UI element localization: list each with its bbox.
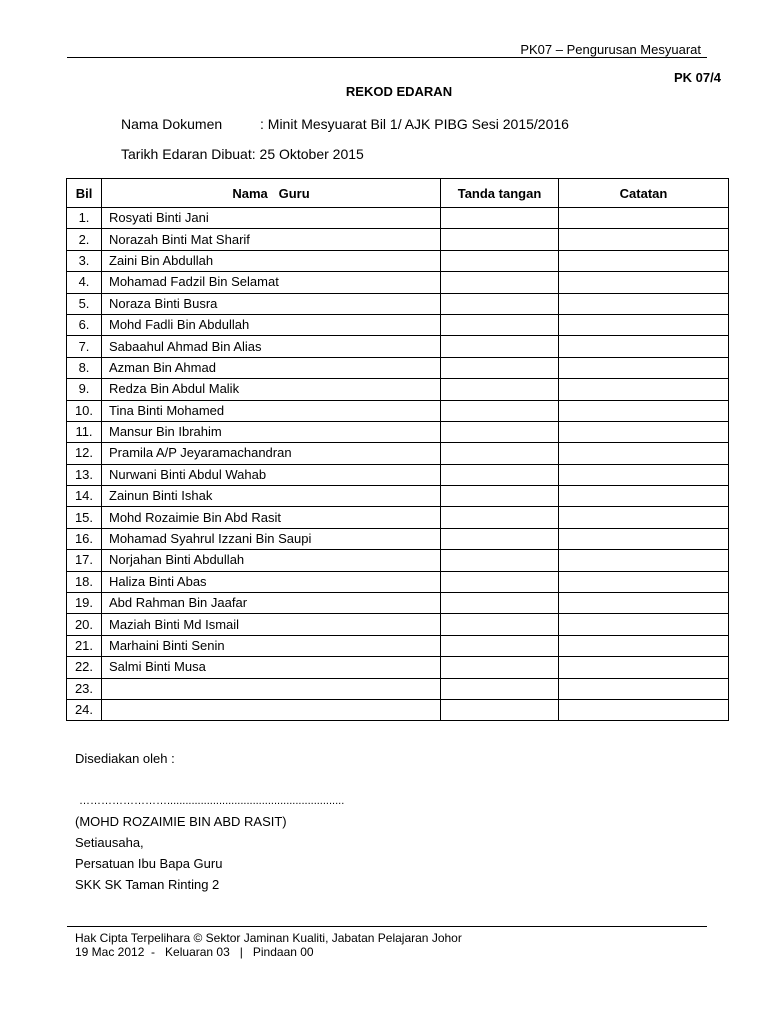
table-row (67, 250, 729, 271)
table-row (67, 272, 729, 293)
signature-cell (441, 357, 559, 378)
row-number: 4. (67, 272, 102, 293)
row-number: 23. (67, 678, 102, 699)
row-number: 7. (67, 336, 102, 357)
remarks-cell (559, 550, 729, 571)
remarks-cell (559, 486, 729, 507)
table-row (67, 635, 729, 656)
teacher-name: Abd Rahman Bin Jaafar (102, 593, 441, 614)
teacher-name (102, 699, 441, 720)
row-number: 14. (67, 486, 102, 507)
document-name-row (121, 116, 569, 132)
teacher-name: Rosyati Binti Jani (102, 208, 441, 229)
row-number: 19. (67, 593, 102, 614)
remarks-cell (559, 250, 729, 271)
row-number: 20. (67, 614, 102, 635)
row-number: 18. (67, 571, 102, 592)
row-number: 5. (67, 293, 102, 314)
form-reference: PK07 – Pengurusan Mesyuarat (520, 42, 701, 57)
teacher-name: Zainun Binti Ishak (102, 486, 441, 507)
signature-cell (441, 635, 559, 656)
table-row (67, 657, 729, 678)
row-number: 12. (67, 443, 102, 464)
teacher-name: Zaini Bin Abdullah (102, 250, 441, 271)
table-row (67, 571, 729, 592)
teacher-name: Marhaini Binti Senin (102, 635, 441, 656)
remarks-cell (559, 357, 729, 378)
remarks-cell (559, 528, 729, 549)
table-row (67, 678, 729, 699)
remarks-cell (559, 421, 729, 442)
row-number: 22. (67, 657, 102, 678)
signature-cell (441, 208, 559, 229)
table-row (67, 507, 729, 528)
column-header-catatan: Catatan (559, 179, 729, 208)
signature-line: …………………….......................................................... (79, 795, 345, 807)
preparer-name: (MOHD ROZAIMIE BIN ABD RASIT) (75, 814, 287, 829)
table-row (67, 293, 729, 314)
table-row (67, 593, 729, 614)
table-row (67, 379, 729, 400)
signature-cell (441, 272, 559, 293)
footer-version-info: 19 Mac 2012 - Keluaran 03 | Pindaan 00 (75, 945, 314, 959)
page-title: REKOD EDARAN (345, 84, 453, 99)
signature-cell (441, 699, 559, 720)
remarks-cell (559, 379, 729, 400)
table-row (67, 400, 729, 421)
document-name-label: Nama Dokumen (121, 116, 223, 132)
row-number: 8. (67, 357, 102, 378)
row-number: 6. (67, 314, 102, 335)
teacher-name: Nurwani Binti Abdul Wahab (102, 464, 441, 485)
remarks-cell (559, 507, 729, 528)
remarks-cell (559, 336, 729, 357)
signature-cell (441, 336, 559, 357)
signature-cell (441, 614, 559, 635)
preparer-organisation: Persatuan Ibu Bapa Guru (75, 856, 223, 871)
table-row (67, 357, 729, 378)
footer-divider (67, 926, 707, 927)
remarks-cell (559, 464, 729, 485)
teacher-name: Tina Binti Mohamed (102, 400, 441, 421)
teacher-name: Norjahan Binti Abdullah (102, 550, 441, 571)
table-row (67, 464, 729, 485)
column-header-tanda-tangan: Tanda tangan (441, 179, 559, 208)
teacher-name: Azman Bin Ahmad (102, 357, 441, 378)
table-header-row (67, 179, 729, 208)
teacher-name: Mohd Rozaimie Bin Abd Rasit (102, 507, 441, 528)
remarks-cell (559, 443, 729, 464)
signature-cell (441, 528, 559, 549)
teacher-name: Haliza Binti Abas (102, 571, 441, 592)
remarks-cell (559, 678, 729, 699)
row-number: 3. (67, 250, 102, 271)
signature-cell (441, 678, 559, 699)
header-divider (67, 57, 707, 58)
remarks-cell (559, 272, 729, 293)
table-row (67, 421, 729, 442)
remarks-cell (559, 229, 729, 250)
signature-cell (441, 464, 559, 485)
signature-cell (441, 314, 559, 335)
teacher-name: Noraza Binti Busra (102, 293, 441, 314)
remarks-cell (559, 699, 729, 720)
signature-cell (441, 250, 559, 271)
distribution-table (66, 178, 729, 721)
distribution-date-label: Tarikh Edaran Dibuat (121, 146, 252, 162)
teacher-name: Pramila A/P Jeyaramachandran (102, 443, 441, 464)
table-row (67, 314, 729, 335)
table-row (67, 229, 729, 250)
table-row (67, 486, 729, 507)
row-number: 11. (67, 421, 102, 442)
remarks-cell (559, 593, 729, 614)
column-header-bil: Bil (67, 179, 102, 208)
signature-cell (441, 229, 559, 250)
distribution-date-row (121, 146, 364, 162)
teacher-name: Mohamad Fadzil Bin Selamat (102, 272, 441, 293)
teacher-name (102, 678, 441, 699)
prepared-by-label: Disediakan oleh : (75, 751, 175, 766)
signature-cell (441, 507, 559, 528)
signature-cell (441, 443, 559, 464)
table-row (67, 550, 729, 571)
signature-cell (441, 293, 559, 314)
signature-cell (441, 571, 559, 592)
row-number: 10. (67, 400, 102, 421)
table-row (67, 528, 729, 549)
teacher-name: Redza Bin Abdul Malik (102, 379, 441, 400)
row-number: 15. (67, 507, 102, 528)
remarks-cell (559, 635, 729, 656)
remarks-cell (559, 400, 729, 421)
signature-cell (441, 657, 559, 678)
signature-cell (441, 550, 559, 571)
remarks-cell (559, 614, 729, 635)
row-number: 13. (67, 464, 102, 485)
form-code: PK 07/4 (674, 70, 721, 85)
teacher-name: Maziah Binti Md Ismail (102, 614, 441, 635)
table-row (67, 699, 729, 720)
table-row (67, 614, 729, 635)
preparer-role: Setiausaha, (75, 835, 144, 850)
table-row (67, 336, 729, 357)
row-number: 17. (67, 550, 102, 571)
teacher-name: Mansur Bin Ibrahim (102, 421, 441, 442)
row-number: 2. (67, 229, 102, 250)
signature-cell (441, 593, 559, 614)
remarks-cell (559, 293, 729, 314)
distribution-date-value: : 25 Oktober 2015 (251, 146, 364, 162)
teacher-name: Mohamad Syahrul Izzani Bin Saupi (102, 528, 441, 549)
teacher-name: Salmi Binti Musa (102, 657, 441, 678)
remarks-cell (559, 657, 729, 678)
document-name-value: : Minit Mesyuarat Bil 1/ AJK PIBG Sesi 2015/2016 (260, 116, 569, 132)
teacher-name: Mohd Fadli Bin Abdullah (102, 314, 441, 335)
column-header-nama-guru: Nama Guru (102, 179, 441, 208)
signature-cell (441, 421, 559, 442)
remarks-cell (559, 571, 729, 592)
signature-cell (441, 400, 559, 421)
signature-cell (441, 486, 559, 507)
table-row (67, 208, 729, 229)
remarks-cell (559, 314, 729, 335)
teacher-name: Norazah Binti Mat Sharif (102, 229, 441, 250)
remarks-cell (559, 208, 729, 229)
row-number: 21. (67, 635, 102, 656)
row-number: 9. (67, 379, 102, 400)
signature-cell (441, 379, 559, 400)
preparer-school: SKK SK Taman Rinting 2 (75, 877, 220, 892)
table-row (67, 443, 729, 464)
row-number: 1. (67, 208, 102, 229)
row-number: 24. (67, 699, 102, 720)
row-number: 16. (67, 528, 102, 549)
teacher-name: Sabaahul Ahmad Bin Alias (102, 336, 441, 357)
footer-copyright: Hak Cipta Terpelihara © Sektor Jaminan Kualiti, Jabatan Pelajaran Johor (75, 931, 462, 945)
